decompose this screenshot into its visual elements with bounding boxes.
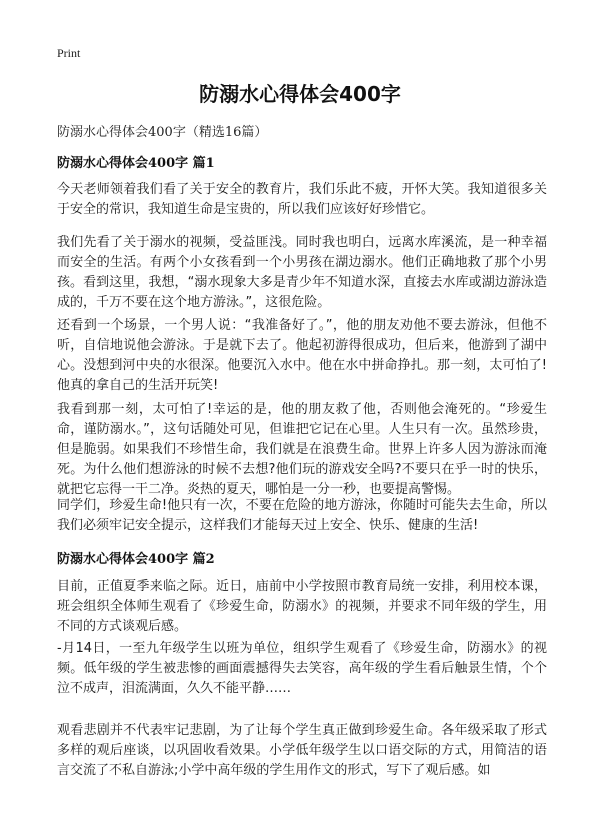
paragraph-1-5: 同学们，珍爱生命!他只有一次，不要在危险的地方游泳，你随时可能失去生命，所以我们必须牢记安全提示，这样我们才能每天过上安全、快乐、健康的生活! [57,498,547,533]
print-link[interactable]: Print [57,46,81,60]
paragraph-2-1: 目前，正值夏季来临之际。近日，庙前中小学按照市教育局统一安排，利用校本课，班会组织全体师生观看了《珍爱生命，防溺水》的视频，并要求不同年级的学生，用不同的方式谈观后感。 [57,579,547,634]
paragraph-1-2: 我们先看了关于溺水的视频，受益匪浅。同时我也明白，远离水库溪流，是一种幸福而安全的生活。有两个小女孩看到一个小男孩在湖边溺水。他们正确地救了那个小男孩。看到这里，我想，“溺水现象大多是青少年不知道水深，直接去水库或湖边游泳造成的，千万不要在这个地方游泳。”，这很危险。 [57,235,547,310]
paragraph-1-4: 我看到那一刻，太可怕了!幸运的是，他的朋友救了他，否则他会淹死的。“珍爱生命，谨防溺水。”，这句话随处可见，但谁把它记在心里。人生只有一次。虽然珍贵，但是脆弱。如果我们不珍惜生命，我们就是在浪费生命。世界上许多人因为游泳而淹死。为什么他们想游泳的时候不去想?他们玩的游戏安全吗?不要只在乎一时的快乐，就把它忘得一干二净。炎热的夏天，哪怕是一分一秒，也要提高警惕。 [57,402,547,497]
page-title: 防溺水心得体会400字 [199,82,401,106]
paragraph-1-1: 今天老师领着我们看了关于安全的教育片，我们乐此不疲，开怀大笑。我知道很多关于安全的常识，我知道生命是宝贵的，所以我们应该好好珍惜它。 [57,182,547,217]
paragraph-2-2: -月14日，一至九年级学生以班为单位，组织学生观看了《珍爱生命，防溺水》的视频。低年级的学生被悲惨的画面震撼得失去笑容，高年级的学生看后触景生情，个个泣不成声，泪流满面，久久不能平静…… [57,641,547,696]
paragraph-2-3: 观看悲剧并不代表牢记悲剧，为了让每个学生真正做到珍爱生命。各年级采取了形式多样的观后座谈，以巩固收看效果。小学低年级学生以口语交际的方式，用简洁的语言交流了不私自游泳;小学中高年级的学生用作文的形式，写下了观后感。如 [57,723,547,778]
paragraph-1-3: 还看到一个场景，一个男人说：“我准备好了。”，他的朋友劝他不要去游泳，但他不听，自信地说他会游泳。于是就下去了。他起初游得很成功，但后来，他游到了湖中心。没想到河中央的水很深。他要沉入水中。他在水中拼命挣扎。那一刻，太可怕了!他真的拿自己的生活开玩笑! [57,318,547,393]
section-heading-2: 防溺水心得体会400字 篇2 [57,552,215,567]
document-subtitle: 防溺水心得体会400字（精选16篇） [57,125,268,140]
section-heading-1: 防溺水心得体会400字 篇1 [57,156,215,171]
